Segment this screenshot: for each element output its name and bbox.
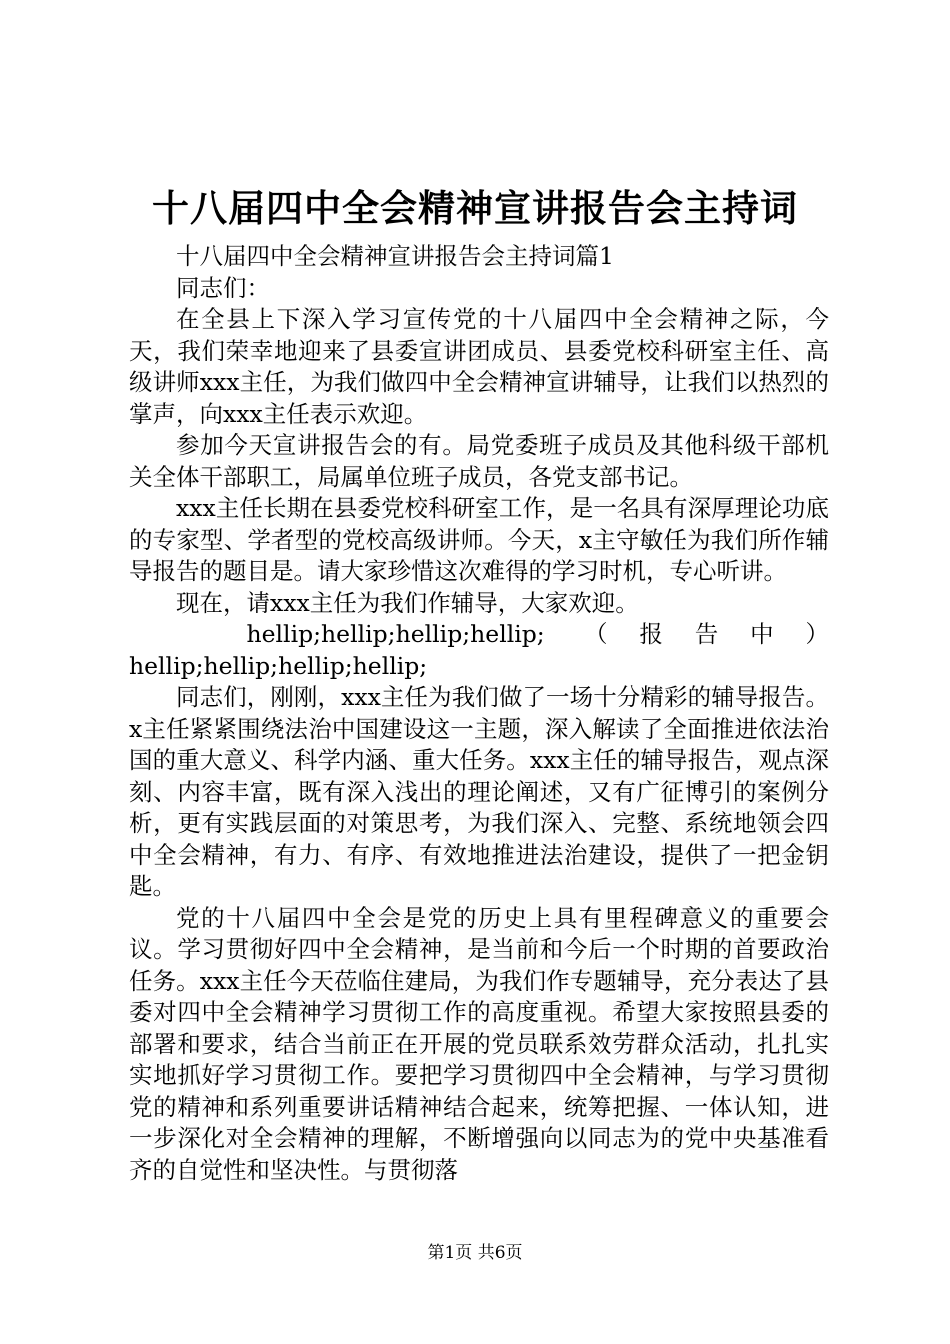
paragraph-significance: 党的十八届四中全会是党的历史上具有里程碑意义的重要会议。学习贯彻好四中全会精神，是当前和今后一个时期的首要政治任务。xxx主任今天莅临住建局，为我们作专题辅导，充分表达了县委对四中全会精神学习贯彻工作的高度重视。希望大家按照县委的部署和要求，结合当前正在开展的党员联系效劳群众活动，扎扎实实地抓好学习贯彻工作。要把学习贯彻四中全会精神，与学习贯彻党的精神和系列重要讲话精神结合起来，统筹把握、一体认知，进一步深化对全会精神的理解，不断增强向以同志为的党中央基准看齐的自觉性和坚决性。与贯彻落 (129, 903, 829, 1184)
paragraph-speaker-intro: xxx主任长期在县委党校科研室工作，是一名具有深厚理论功底的专家型、学者型的党校高级讲师。今天，x主守敏任为我们所作辅导报告的题目是。请大家珍惜这次难得的学习时机，专心听讲。 (129, 494, 829, 585)
salutation: 同志们： (176, 273, 270, 302)
document-title: 十八届四中全会精神宣讲报告会主持词 (152, 186, 798, 230)
page-number: 第1页 共6页 (427, 1243, 523, 1263)
section-heading: 十八届四中全会精神宣讲报告会主持词篇1 (176, 242, 614, 270)
document-body (129, 241, 829, 1186)
paragraph-attendees: 参加今天宣讲报告会的有。局党委班子成员及其他科级干部机关全体干部职工，局属单位班子成员，各党支部书记。 (129, 431, 829, 491)
paragraph-welcome: 在全县上下深入学习宣传党的十八届四中全会精神之际，今天，我们荣幸地迎来了县委宣讲团成员、县委党校科研室主任、高级讲师xxx主任，为我们做四中全会精神宣讲辅导，让我们以热烈的掌声，向xxx主任表示欢迎。 (129, 305, 829, 428)
paragraph-report-placeholder: hellip;hellip;hellip;hellip; （报告中） hellip;hellip;hellip;hellip; (129, 620, 829, 680)
paragraph-invite: 现在，请xxx主任为我们作辅导，大家欢迎。 (176, 588, 639, 617)
paragraph-summary: 同志们，刚刚，xxx主任为我们做了一场十分精彩的辅导报告。x主任紧紧围绕法治中国建设这一主题，深入解读了全面推进依法治国的重大意义、科学内涵、重大任务。xxx主任的辅导报告，观点深刻、内容丰富，既有深入浅出的理论阐述，又有广征博引的案例分析，更有实践层面的对策思考，为我们深入、完整、系统地领会四中全会精神，有力、有序、有效地推进法治建设，提供了一把金钥匙。 (129, 683, 829, 900)
